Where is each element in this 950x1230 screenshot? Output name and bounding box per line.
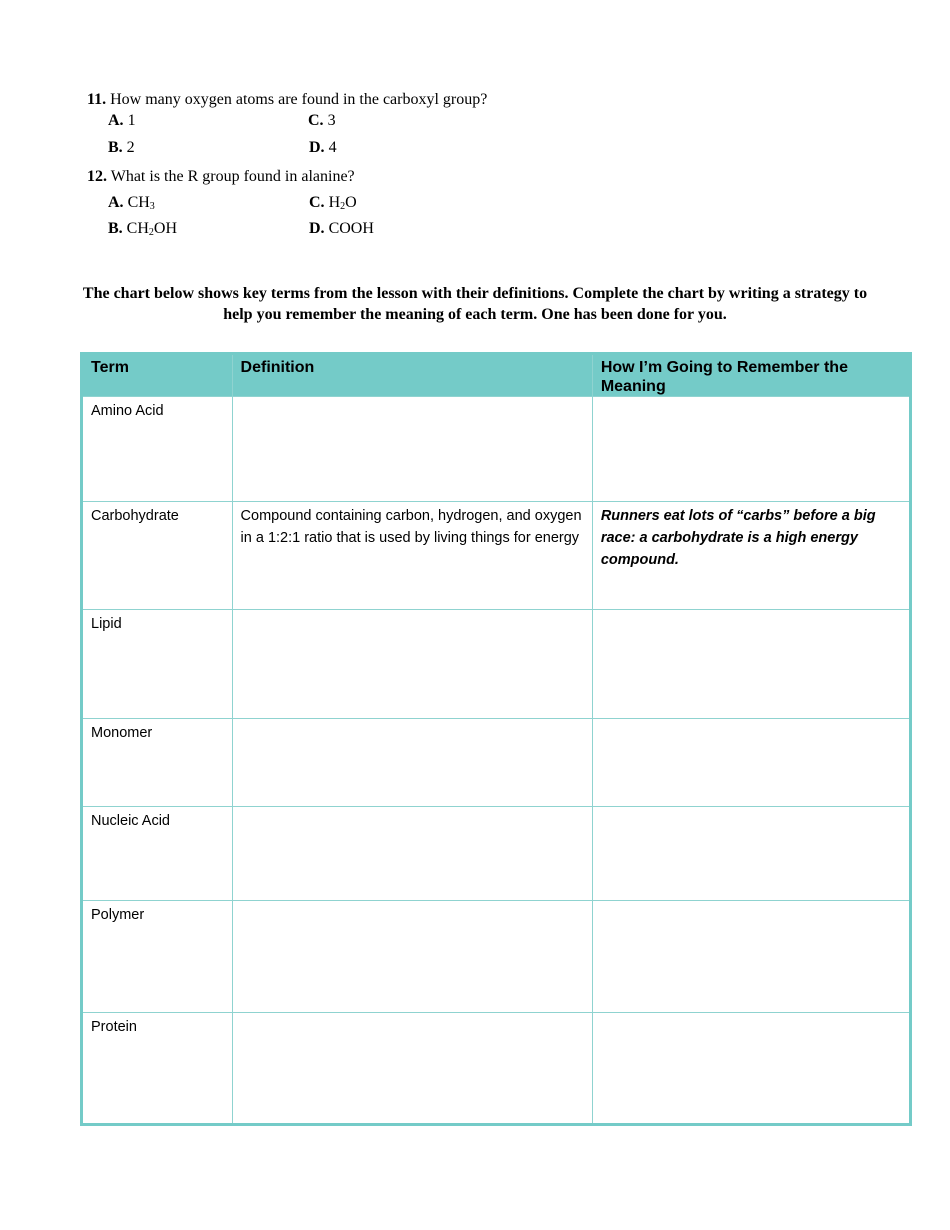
- header-term: Term: [82, 354, 233, 397]
- header-remember: How I’m Going to Remember the Meaning: [592, 354, 910, 397]
- table-row: [82, 610, 911, 719]
- definition-cell[interactable]: [232, 807, 592, 901]
- table-row: [82, 807, 911, 901]
- remember-cell[interactable]: [592, 719, 910, 807]
- question-text: What is the R group found in alanine?: [110, 168, 355, 185]
- option-12-d: D. COOH: [309, 220, 374, 237]
- definition-cell[interactable]: [232, 901, 592, 1013]
- term-cell: Carbohydrate: [82, 502, 233, 610]
- remember-cell[interactable]: [592, 901, 910, 1013]
- remember-cell[interactable]: Runners eat lots of “carbs” before a big race: a carbohydrate is a high energy compound.: [592, 502, 910, 610]
- option-12-a: A. $CH_3$: [108, 194, 155, 212]
- term-cell: Nucleic Acid: [82, 807, 233, 901]
- question-11: [87, 91, 487, 109]
- definition-cell[interactable]: [232, 397, 592, 502]
- term-cell: Amino Acid: [82, 397, 233, 502]
- definition-cell[interactable]: [232, 1013, 592, 1125]
- header-definition: Definition: [232, 354, 592, 397]
- table-header-row: [82, 354, 911, 397]
- question-number: 12.: [87, 168, 107, 185]
- definition-cell[interactable]: [232, 610, 592, 719]
- chart-instructions: The chart below shows key terms from the lesson with their definitions. Complete the chart by writing a strategy to help you remember the meaning of each term. One has been done for you.: [82, 285, 868, 323]
- option-12-c: C. $H_2O$: [309, 194, 357, 212]
- table-row: [82, 901, 911, 1013]
- remember-cell[interactable]: [592, 397, 910, 502]
- question-number: 11.: [87, 91, 107, 108]
- key-terms-table: [80, 352, 912, 1126]
- option-12-b: B. $CH_2OH$: [108, 220, 178, 238]
- remember-cell[interactable]: [592, 807, 910, 901]
- term-cell: Polymer: [82, 901, 233, 1013]
- definition-cell[interactable]: Compound containing carbon, hydrogen, and oxygen in a 1:2:1 ratio that is used by living things for energy: [232, 502, 592, 610]
- remember-cell[interactable]: [592, 610, 910, 719]
- table-row: [82, 397, 911, 502]
- question-12: [87, 168, 355, 186]
- question-text: How many oxygen atoms are found in the carboxyl group?: [110, 91, 488, 108]
- option-11-b: B. 2: [108, 139, 135, 156]
- term-cell: Lipid: [82, 610, 233, 719]
- term-cell: Monomer: [82, 719, 233, 807]
- option-11-c: C. 3: [308, 112, 336, 129]
- definition-cell[interactable]: [232, 719, 592, 807]
- term-cell: Protein: [82, 1013, 233, 1125]
- table-row: [82, 719, 911, 807]
- table-row: [82, 502, 911, 610]
- option-11-a: A. 1: [108, 112, 136, 129]
- remember-cell[interactable]: [592, 1013, 910, 1125]
- option-11-d: D. 4: [309, 139, 337, 156]
- table-row: [82, 1013, 911, 1125]
